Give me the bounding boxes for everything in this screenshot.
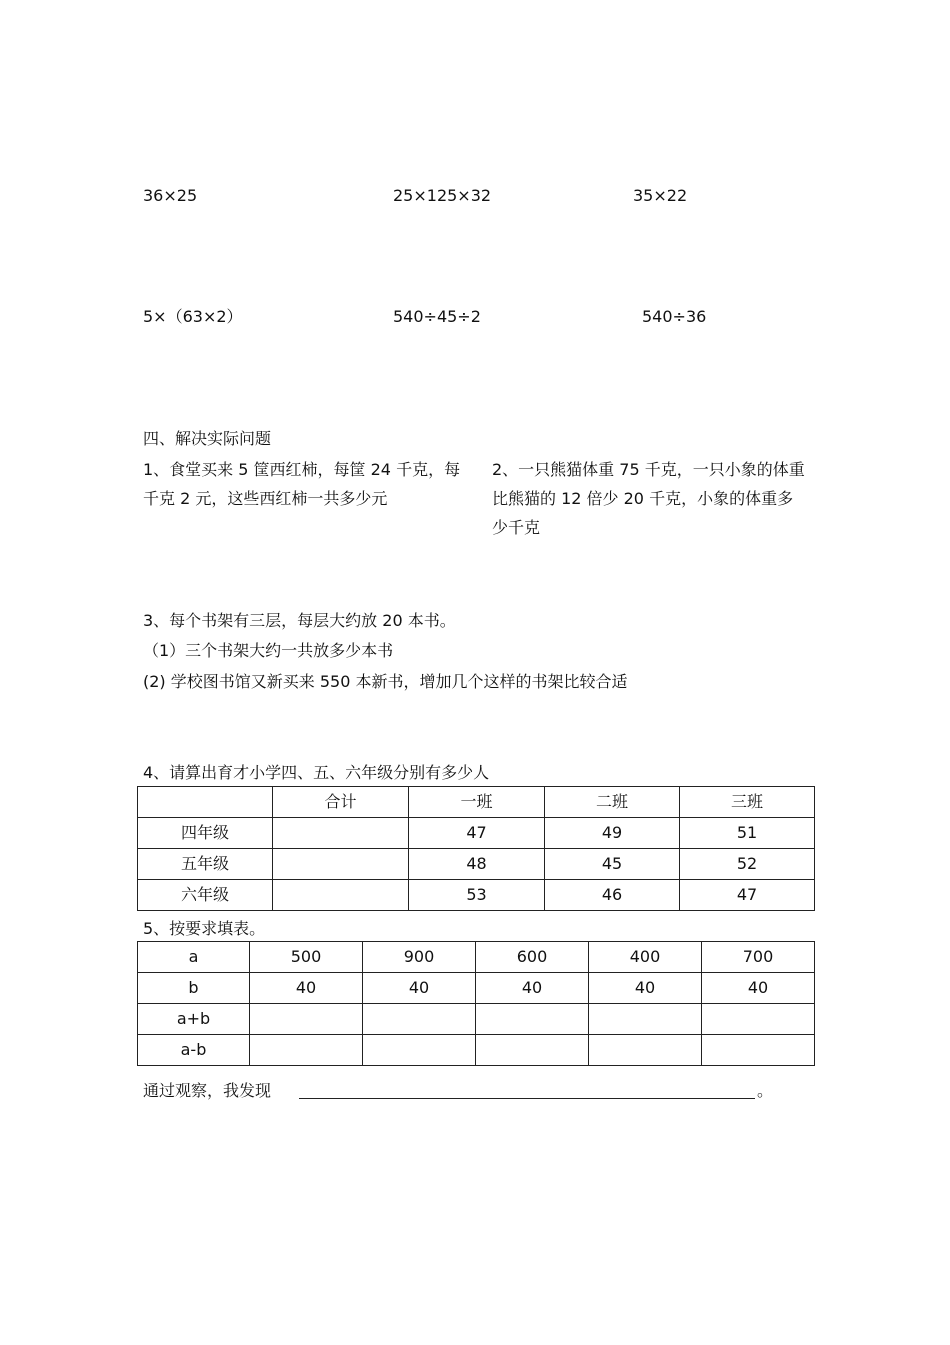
table-cell: 51	[680, 818, 815, 849]
table-cell-blank[interactable]	[363, 1004, 476, 1035]
table-header-cell: 三班	[680, 787, 815, 818]
table-cell-blank[interactable]	[273, 880, 409, 911]
problem-5-title: 5、按要求填表。	[143, 919, 266, 938]
table-row	[138, 973, 815, 1004]
table-cell: a-b	[138, 1035, 250, 1066]
calc-expression: 35×22	[633, 186, 688, 205]
problem-3-title: 3、每个书架有三层，每层大约放 20 本书。	[143, 611, 456, 630]
table-row	[138, 818, 815, 849]
table-cell-blank[interactable]	[589, 1035, 702, 1066]
problem-2: 2、一只熊猫体重 75 千克，一只小象的体重比熊猫的 12 倍少 20 千克，小象的体重多少千克	[492, 460, 805, 537]
fill-table	[137, 941, 815, 1066]
table-cell: 45	[545, 849, 680, 880]
table-cell-blank[interactable]	[702, 1004, 815, 1035]
table-cell: 600	[476, 942, 589, 973]
table-header-cell: 一班	[409, 787, 545, 818]
table-row	[138, 1004, 815, 1035]
observe-suffix: 。	[757, 1081, 774, 1100]
table-cell: 40	[250, 973, 363, 1004]
table-cell: 400	[589, 942, 702, 973]
table-cell-blank[interactable]	[250, 1004, 363, 1035]
table-header-cell: 二班	[545, 787, 680, 818]
table-header-row	[138, 787, 815, 818]
problem-3-question-2: (2) 学校图书馆又新买来 550 本新书，增加几个这样的书架比较合适	[143, 672, 628, 691]
table-cell: b	[138, 973, 250, 1004]
table-cell: 40	[702, 973, 815, 1004]
problem-1: 1、食堂买来 5 筐西红柿，每筐 24 千克，每千克 2 元，这些西红柿一共多少元	[143, 460, 461, 508]
table-cell-blank[interactable]	[363, 1035, 476, 1066]
table-cell: 五年级	[138, 849, 273, 880]
table-header-cell	[138, 787, 273, 818]
calc-expression: 540÷36	[642, 307, 707, 326]
table-cell: a	[138, 942, 250, 973]
table-cell: 700	[702, 942, 815, 973]
table-cell: 49	[545, 818, 680, 849]
table-cell: 47	[409, 818, 545, 849]
table-cell: a+b	[138, 1004, 250, 1035]
table-cell-blank[interactable]	[476, 1004, 589, 1035]
problem-3-question-1: （1）三个书架大约一共放多少本书	[143, 641, 394, 660]
table-row	[138, 849, 815, 880]
table-cell-blank[interactable]	[589, 1004, 702, 1035]
table-row	[138, 942, 815, 973]
calc-expression: 540÷45÷2	[393, 307, 481, 326]
table-header-cell: 合计	[273, 787, 409, 818]
grade-table	[137, 786, 815, 911]
section-heading: 四、解决实际问题	[143, 429, 272, 448]
table-cell-blank[interactable]	[250, 1035, 363, 1066]
problem-4-title: 4、请算出育才小学四、五、六年级分别有多少人	[143, 763, 490, 782]
table-cell: 40	[589, 973, 702, 1004]
table-cell: 900	[363, 942, 476, 973]
calc-expression: 25×125×32	[393, 186, 492, 205]
table-cell: 46	[545, 880, 680, 911]
answer-blank-line[interactable]	[299, 1098, 755, 1099]
table-cell: 52	[680, 849, 815, 880]
table-cell: 48	[409, 849, 545, 880]
table-row	[138, 1035, 815, 1066]
table-cell-blank[interactable]	[476, 1035, 589, 1066]
table-cell-blank[interactable]	[273, 849, 409, 880]
table-cell: 四年级	[138, 818, 273, 849]
table-cell: 53	[409, 880, 545, 911]
table-cell: 六年级	[138, 880, 273, 911]
table-cell-blank[interactable]	[273, 818, 409, 849]
table-cell-blank[interactable]	[702, 1035, 815, 1066]
observe-prefix: 通过观察，我发现	[143, 1081, 272, 1100]
table-cell: 40	[476, 973, 589, 1004]
table-cell: 40	[363, 973, 476, 1004]
calc-expression: 5×（63×2）	[143, 307, 243, 326]
table-row	[138, 880, 815, 911]
calc-expression: 36×25	[143, 186, 198, 205]
table-cell: 500	[250, 942, 363, 973]
table-cell: 47	[680, 880, 815, 911]
